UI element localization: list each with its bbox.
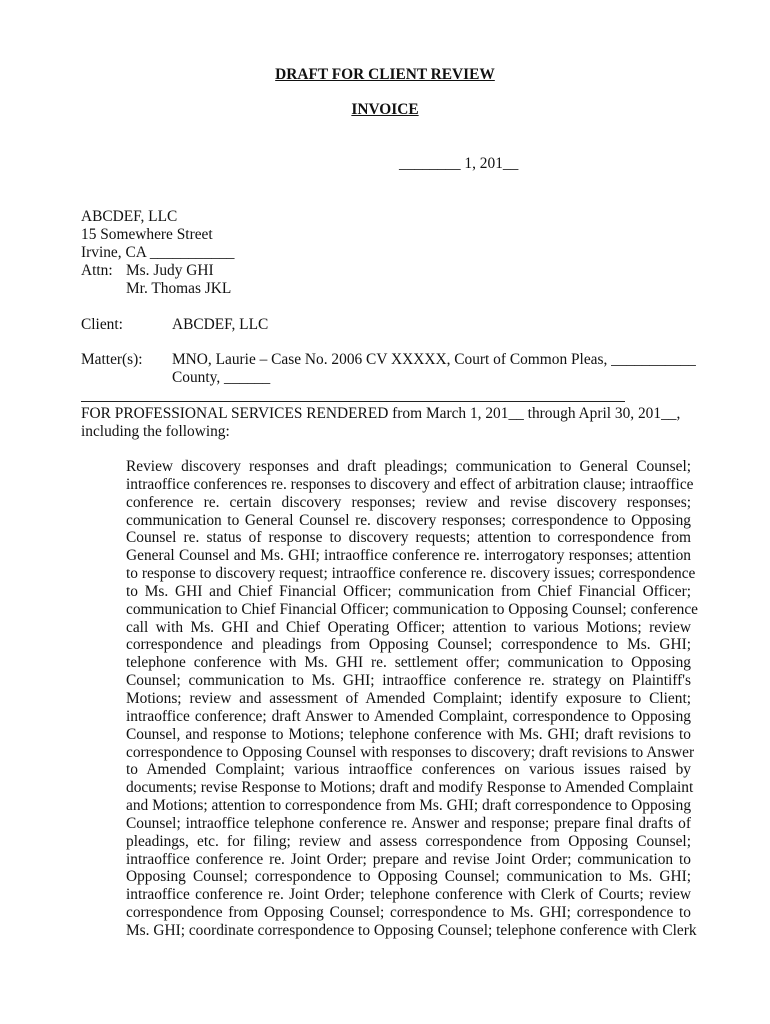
attn-label: Attn: [81,262,113,279]
description-line: documents; revise Response to Motions; draft and modify Response to Amended Complaint [126,779,694,797]
description-line: and Motions; attention to correspondence from Ms. GHI; draft correspondence to Opposing [126,797,692,815]
description-line: correspondence from Opposing Counsel; correspondence to Ms. GHI; correspondence to [126,904,691,922]
description-line: to response to discovery request; intraoffice conference re. discovery issues; correspondence [126,565,696,583]
description-line: conference re. certain discovery responses; review and revise discovery responses; [126,493,691,511]
description-line: intraoffice conference re. Joint Order; prepare and revise Joint Order; communication to [126,850,691,868]
matter-label: Matter(s): [81,351,143,368]
description-line: communication to Chief Financial Officer; communication to Opposing Counsel; conference [126,600,699,618]
address-city: Irvine, CA ___________ [81,244,235,261]
matter-line-2: County, ______ [172,369,271,386]
description-line: intraoffice conferences re. responses to discovery and effect of arbitration clause; intraoffice [126,475,694,493]
description-line: communication to General Counsel re. discovery responses; correspondence to Opposing [126,511,691,529]
description-line: General Counsel and Ms. GHI; intraoffice conference re. interrogatory responses; attention [126,547,691,565]
description-line: correspondence and pleadings from Opposing Counsel; correspondence to Ms. GHI; [126,636,691,654]
address-company: ABCDEF, LLC [81,208,178,225]
services-line-2: including the following: [81,423,230,440]
description-line: Ms. GHI; coordinate correspondence to Opposing Counsel; telephone conference with Clerk [126,921,697,939]
description-line: Counsel; intraoffice telephone conference re. Answer and response; prepare final drafts of [126,814,691,832]
services-line-1: FOR PROFESSIONAL SERVICES RENDERED from March 1, 201__ through April 30, 201__, [81,405,681,422]
description-line: telephone conference with Ms. GHI re. settlement offer; communication to Opposing [126,654,691,672]
description-line: intraoffice conference re. Joint Order; telephone conference with Clerk of Courts; review [126,886,691,904]
client-label: Client: [81,316,123,333]
services-description [126,458,699,940]
client-value: ABCDEF, LLC [172,316,269,333]
description-line: to Ms. GHI and Chief Financial Officer; communication from Chief Financial Officer; [126,582,691,600]
description-line: Motions; review and assessment of Amended Complaint; identify exposure to Client; [126,689,691,707]
description-line: call with Ms. GHI and Chief Operating Officer; attention to various Motions; review [126,618,691,636]
description-line: pleadings, etc. for filing; review and assess correspondence from Opposing Counsel; [126,832,691,850]
document-title: DRAFT FOR CLIENT REVIEW [275,66,495,83]
section-divider [81,401,625,402]
description-line: Review discovery responses and draft pleadings; communication to General Counsel; [126,458,691,475]
description-line: correspondence to Opposing Counsel with responses to discovery; draft revisions to Answer [126,743,695,761]
attn-name-1: Ms. Judy GHI [126,262,214,279]
invoice-date: ________ 1, 201__ [399,155,519,172]
matter-line-1: MNO, Laurie – Case No. 2006 CV XXXXX, Court of Common Pleas, ___________ [172,351,696,368]
address-street: 15 Somewhere Street [81,226,213,243]
description-line: to Amended Complaint; various intraoffice conferences on various issues raised by [126,761,691,779]
description-line: intraoffice conference; draft Answer to Amended Complaint, correspondence to Opposing [126,707,691,725]
description-line: Counsel, and response to Motions; telephone conference with Ms. GHI; draft revisions to [126,725,691,743]
invoice-heading: INVOICE [351,101,419,118]
attn-name-2: Mr. Thomas JKL [126,280,232,297]
description-line: Opposing Counsel; correspondence to Opposing Counsel; communication to Ms. GHI; [126,868,691,886]
description-line: Counsel; communication to Ms. GHI; intraoffice conference re. strategy on Plaintiff's [126,672,691,690]
description-line: Counsel re. status of response to discovery requests; attention to correspondence from [126,529,691,547]
